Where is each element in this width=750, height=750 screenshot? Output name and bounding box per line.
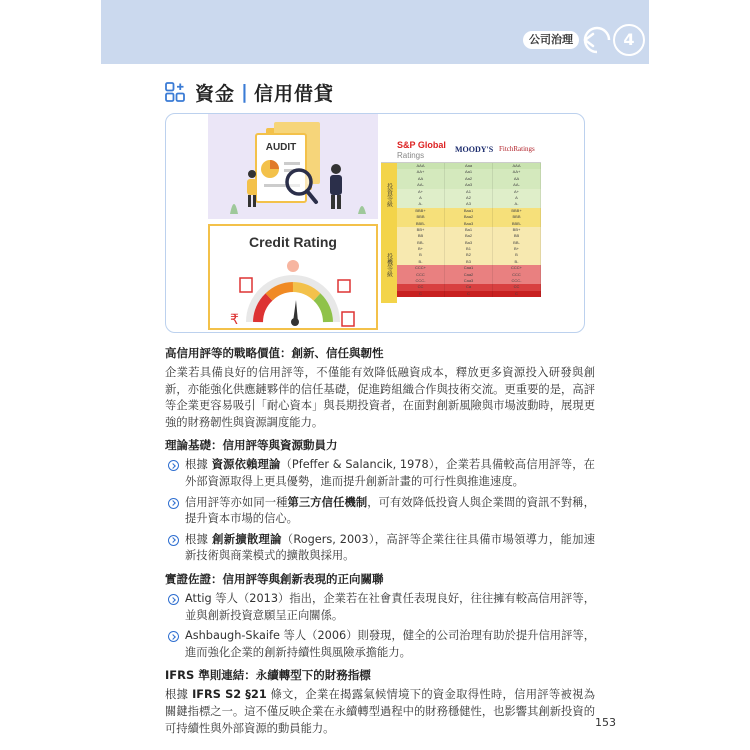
- heading-ifrs: IFRS 準則連結：永續轉型下的財務指標: [165, 668, 371, 683]
- rating-cell: C: [445, 291, 493, 297]
- rating-cell: Baa3: [445, 221, 493, 227]
- heading-strategic-value: 高信用評等的戰略價值：創新、信任與韌性: [165, 346, 384, 360]
- rating-cell: A+: [493, 189, 541, 195]
- credit-rating-table: [381, 139, 541, 303]
- bullet-attig: Attig 等人（2013）指出，企業若在社會責任表現良好，往往擁有較高信用評等，並與創新投資意願呈正向關係。: [165, 591, 595, 624]
- svg-text:AUDIT: AUDIT: [265, 142, 297, 153]
- title-separator: |: [241, 81, 248, 103]
- sp-ratings-label: Ratings: [397, 151, 425, 160]
- rating-cell: B2: [445, 252, 493, 258]
- rating-cell: CCC+: [397, 265, 445, 271]
- heading-evidence: 實證佐證：信用評等與創新表現的正向關聯: [165, 571, 384, 586]
- rating-cell: AA: [493, 176, 541, 182]
- rating-cell: AA-: [397, 182, 445, 188]
- rating-cell: A: [397, 195, 445, 201]
- rating-cell: A-: [397, 201, 445, 207]
- rating-cell: B: [493, 252, 541, 258]
- moodys-label: MOODY'S: [455, 145, 494, 154]
- sp-global-label: S&P Global: [397, 140, 446, 150]
- bullet-third-party-trust: 信用評等亦如同一種第三方信任機制，可有效降低投資人與企業間的資訊不對稱，提升資本市場的信心。: [165, 495, 595, 528]
- rating-row: [397, 291, 541, 297]
- svg-text:₹: ₹: [230, 312, 239, 328]
- chevron-circle-icon: [168, 535, 179, 546]
- rating-cell: Baa2: [445, 214, 493, 220]
- rating-cell: A1: [445, 189, 493, 195]
- rating-cell: CC: [493, 284, 541, 290]
- chevron-circle-icon: [168, 594, 179, 605]
- rating-cell: Ba2: [445, 233, 493, 239]
- rating-cell: B-: [397, 259, 445, 265]
- rating-cell: Aa3: [445, 182, 493, 188]
- chevron-circle-icon: [168, 631, 179, 642]
- chevron-circle-icon: [168, 460, 179, 471]
- rating-cell: BBB-: [493, 221, 541, 227]
- header-band: [101, 0, 649, 64]
- rating-cell: CC: [397, 284, 445, 290]
- rating-cell: BBB-: [397, 221, 445, 227]
- rating-cell: B+: [493, 246, 541, 252]
- rating-cell: AA-: [493, 182, 541, 188]
- chapter-label: 公司治理: [523, 31, 579, 49]
- rating-cell: Ca: [445, 284, 493, 290]
- rating-cell: B+: [397, 246, 445, 252]
- rating-cell: CCC: [397, 272, 445, 278]
- rating-rows: [397, 163, 541, 297]
- fitch-label: FitchRatings: [499, 145, 535, 153]
- rating-cell: B-: [493, 259, 541, 265]
- credit-rating-title: Credit Rating: [249, 234, 337, 250]
- rating-cell: AA: [397, 176, 445, 182]
- rating-cell: B3: [445, 259, 493, 265]
- rating-cell: BB+: [397, 227, 445, 233]
- title-part2: 信用借貸: [253, 82, 334, 105]
- rating-cell: Baa1: [445, 208, 493, 214]
- rating-cell: A2: [445, 195, 493, 201]
- rating-cell: A-: [493, 201, 541, 207]
- rating-cell: CCC-: [397, 278, 445, 284]
- chevron-circle-icon: [168, 498, 179, 509]
- rating-cell: BB-: [397, 240, 445, 246]
- rating-cell: BB-: [493, 240, 541, 246]
- rating-cell: Aa1: [445, 169, 493, 175]
- bullet-ashbaugh: Ashbaugh-Skaife 等人（2006）則發現，健全的公司治理有助於提升信用評等，進而強化企業的創新持續性與風險承擔能力。: [165, 628, 595, 661]
- rating-cell: Aa2: [445, 176, 493, 182]
- speculative-grade-label: 投機等級: [381, 227, 397, 303]
- title-part1: 資金: [195, 82, 236, 105]
- rating-cell: Aaa: [445, 163, 493, 169]
- rating-cell: BBB: [397, 214, 445, 220]
- rating-cell: B1: [445, 246, 493, 252]
- page: [101, 0, 649, 750]
- rating-table-header: [381, 139, 541, 163]
- grid-plus-icon: [165, 82, 185, 102]
- rating-cell: AAA: [397, 163, 445, 169]
- rating-cell: BB+: [493, 227, 541, 233]
- rating-cell: C: [493, 291, 541, 297]
- rating-cell: A3: [445, 201, 493, 207]
- bullet-diffusion: 根據 創新擴散理論（Rogers, 2003），高評等企業往往具備市場領導力，能加速新技術與商業模式的擴散與採用。: [165, 532, 595, 565]
- rating-cell: BBB: [493, 214, 541, 220]
- rating-cell: AAA: [493, 163, 541, 169]
- credit-rating-illustration: [208, 224, 378, 330]
- chapter-number: 4: [613, 24, 645, 56]
- rating-cell: CCC+: [493, 265, 541, 271]
- rating-cell: C: [397, 291, 445, 297]
- paragraph-ifrs: 根據 IFRS S2 §21 條文，企業在揭露氣候情境下的資金取得性時，信用評等被視為關鍵指標之一。這不僅反映企業在永續轉型過程中的財務穩健性，也影響其創新投資的可持續性與外部資源的動員能力。: [165, 688, 595, 735]
- rating-cell: Caa2: [445, 272, 493, 278]
- rating-cell: BB: [397, 233, 445, 239]
- rating-cell: A+: [397, 189, 445, 195]
- rating-cell: A: [493, 195, 541, 201]
- rating-cell: Ba1: [445, 227, 493, 233]
- rating-cell: BBB+: [493, 208, 541, 214]
- section-title: [165, 80, 334, 104]
- body-content: [165, 345, 595, 737]
- page-number: 153: [595, 716, 616, 729]
- rating-cell: BB: [493, 233, 541, 239]
- paragraph-strategic-value: 企業若具備良好的信用評等，不僅能有效降低融資成本，釋放更多資源投入研發與創新，亦能強化供應鏈夥伴的信任基礎，促進跨組織合作與技術交流。更重要的是，高評等企業更容易吸引「耐心資本」與長期投資者，在面對創新風險與市場波動時，展現更強的財務韌性與資源調度能力。: [165, 366, 595, 429]
- rating-cell: Caa3: [445, 278, 493, 284]
- rating-cell: B: [397, 252, 445, 258]
- rating-cell: AA+: [493, 169, 541, 175]
- rating-cell: CCC-: [493, 278, 541, 284]
- rating-cell: AA+: [397, 169, 445, 175]
- rating-cell: BBB+: [397, 208, 445, 214]
- rating-cell: Caa1: [445, 265, 493, 271]
- figure-box: [165, 113, 585, 333]
- rating-cell: Ba3: [445, 240, 493, 246]
- rating-cell: CCC: [493, 272, 541, 278]
- bullet-resource-dependence: 根據 資源依賴理論（Pfeffer & Salancik, 1978），企業若具備較高信用評等，在外部資源取得上更具優勢，進而提升創新計畫的可行性與推進速度。: [165, 457, 595, 490]
- audit-illustration: [208, 114, 378, 219]
- chapter-arrow-icon: [579, 24, 611, 56]
- investment-grade-label: 投資等級: [381, 163, 397, 227]
- heading-theory: 理論基礎：信用評等與資源動員力: [165, 438, 338, 453]
